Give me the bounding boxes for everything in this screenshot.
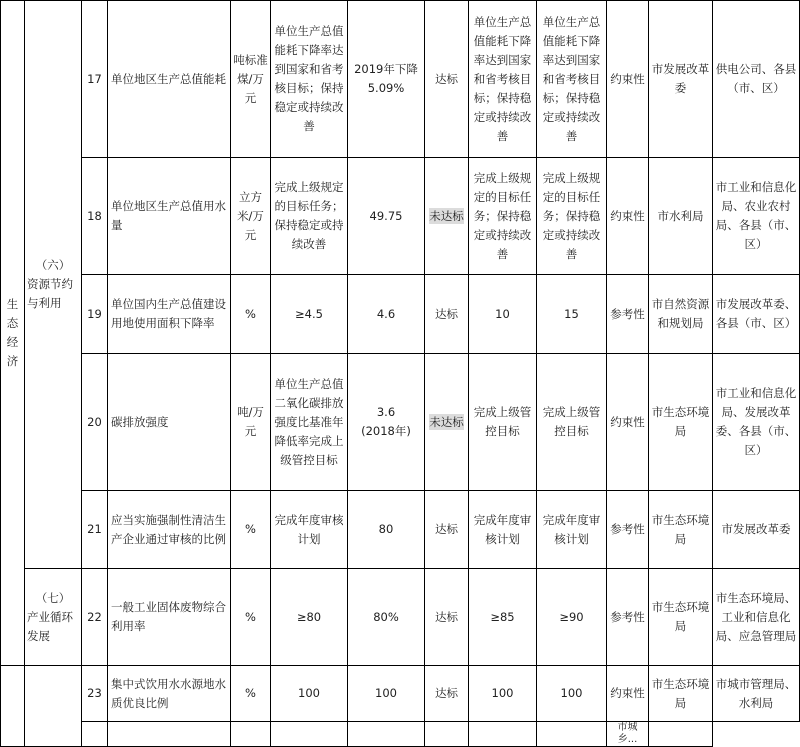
row-number: 19: [82, 275, 108, 354]
table-row-partial: [1, 722, 800, 747]
status-cell: [425, 666, 469, 722]
actual-value: 80%: [348, 569, 425, 666]
unit: 立方米/万元: [231, 158, 271, 275]
target-value: ≥4.5: [271, 275, 348, 354]
indicator-nature: 参考性: [607, 569, 649, 666]
indicator-name: 一般工业固体废物综合利用率: [108, 569, 231, 666]
row-number: 23: [82, 666, 108, 722]
year-target-1: 完成年度审核计划: [469, 491, 537, 569]
unit: 吨/万元: [231, 354, 271, 491]
actual-value: 100: [348, 666, 425, 722]
status-cell: [425, 354, 469, 491]
actual-value: [348, 354, 425, 491]
year-target-1: ≥85: [469, 569, 537, 666]
indicator-nature: 约束性: [607, 1, 649, 158]
empty-cell: [348, 722, 425, 747]
status-text: 达标: [435, 71, 458, 86]
target-value: 100: [271, 666, 348, 722]
target-value: 单位生产总值能耗下降率达到国家和省考核目标；保持稳定或持续改善: [271, 1, 348, 158]
year-target-2: 完成上级管控目标: [537, 354, 607, 491]
indicator-nature: 约束性: [607, 666, 649, 722]
year-target-2: 15: [537, 275, 607, 354]
table-row: [1, 354, 800, 491]
indicator-nature: 参考性: [607, 275, 649, 354]
category-name: 资源节约与利用: [27, 277, 73, 310]
unit: %: [231, 491, 271, 569]
table-row: [1, 275, 800, 354]
category-number: （六）: [35, 258, 71, 272]
lead-department: 市生态环境局: [649, 354, 713, 491]
category-name: 产业循环发展: [27, 609, 73, 643]
year-target-2: 100: [537, 666, 607, 722]
cooperating-departments: 市工业和信息化局、农业农村局、各县（市、区）: [713, 158, 800, 275]
empty-cell: [649, 722, 713, 747]
table-row: [1, 569, 800, 666]
empty-cell: [425, 722, 469, 747]
category-cell-next: [25, 666, 82, 747]
status-text: 达标: [435, 686, 458, 700]
indicator-nature: 约束性: [607, 354, 649, 491]
actual-value: 4.6: [348, 275, 425, 354]
actual-value-year: (2018年): [361, 424, 411, 438]
status-text: 达标: [435, 522, 458, 536]
target-value: 单位生产总值二氧化碳排放强度比基准年降低率完成上级管控目标: [271, 354, 348, 491]
indicator-nature: 约束性: [607, 158, 649, 275]
lead-department: 市生态环境局: [649, 569, 713, 666]
table-row: [1, 491, 800, 569]
actual-value: 80: [348, 491, 425, 569]
lead-fragment: 市城乡...: [617, 722, 638, 745]
lead-department: 市生态环境局: [649, 491, 713, 569]
year-target-1: 完成上级管控目标: [469, 354, 537, 491]
domain-cell: [1, 1, 25, 666]
lead-department-partial: [607, 722, 649, 747]
year-target-1: 100: [469, 666, 537, 722]
empty-cell: [271, 722, 348, 747]
lead-department: 市水利局: [649, 158, 713, 275]
unit: %: [231, 666, 271, 722]
indicator-name: 应当实施强制性清洁生产企业通过审核的比例: [108, 491, 231, 569]
table-row: [1, 158, 800, 275]
indicator-nature: 参考性: [607, 491, 649, 569]
row-number: 21: [82, 491, 108, 569]
status-cell: [425, 569, 469, 666]
year-target-2: 单位生产总值能耗下降率达到国家和省考核目标；保持稳定或持续改善: [537, 1, 607, 158]
status-text: 达标: [435, 306, 458, 321]
cooperating-departments: 市发展改革委: [713, 491, 800, 569]
indicator-name: 单位地区生产总值能耗: [108, 1, 231, 158]
empty-cell: [82, 722, 108, 747]
cooperating-departments: 市发展改革委、各县（市、区）: [713, 275, 800, 354]
status-cell: [425, 1, 469, 158]
year-target-1: 单位生产总值能耗下降率达到国家和省考核目标；保持稳定或持续改善: [469, 1, 537, 158]
year-target-1: 10: [469, 275, 537, 354]
lead-department: 市发展改革委: [649, 1, 713, 158]
empty-cell: [537, 722, 607, 747]
unit: 吨标准煤/万元: [231, 1, 271, 158]
cooperating-departments: 市生态环境局、工业和信息化局、应急管理局: [713, 569, 800, 666]
empty-cell: [231, 722, 271, 747]
cooperating-departments: 市工业和信息化局、发展改革委、各县（市、区）: [713, 354, 800, 491]
target-value: 完成上级规定的目标任务；保持稳定或持续改善: [271, 158, 348, 275]
status-text: 未达标: [429, 414, 464, 429]
indicator-name: 集中式饮用水水源地水质优良比例: [108, 666, 231, 722]
row-number: 18: [82, 158, 108, 275]
cooperating-departments: 供电公司、各县（市、区）: [713, 1, 800, 158]
cooperating-departments: 市城市管理局、水利局: [713, 666, 800, 722]
domain-cell-next: [1, 666, 25, 747]
actual-value-main: 3.6: [376, 405, 396, 419]
indicator-name: 单位地区生产总值用水量: [108, 158, 231, 275]
category-number: （七）: [35, 590, 71, 605]
row-number: 20: [82, 354, 108, 491]
status-text: 达标: [435, 609, 458, 624]
year-target-2: 完成上级规定的目标任务；保持稳定或持续改善: [537, 158, 607, 275]
unit: %: [231, 275, 271, 354]
category-six-cell: [25, 1, 82, 569]
empty-cell: [469, 722, 537, 747]
category-seven-cell: [25, 569, 82, 666]
lead-department: 市自然资源和规划局: [649, 275, 713, 354]
row-number: 22: [82, 569, 108, 666]
empty-cell: [108, 722, 231, 747]
status-cell: [425, 275, 469, 354]
actual-value: 49.75: [348, 158, 425, 275]
year-target-2: 完成年度审核计划: [537, 491, 607, 569]
lead-department: 市生态环境局: [649, 666, 713, 722]
status-cell: [425, 158, 469, 275]
row-number: 17: [82, 1, 108, 158]
indicator-name: 碳排放强度: [108, 354, 231, 491]
year-target-2: ≥90: [537, 569, 607, 666]
target-value: 完成年度审核计划: [271, 491, 348, 569]
indicator-name: 单位国内生产总值建设用地使用面积下降率: [108, 275, 231, 354]
status-text: 未达标: [429, 208, 464, 223]
domain-label: 生态经济: [6, 297, 19, 368]
table-row: [1, 666, 800, 722]
status-cell: [425, 491, 469, 569]
table-row: [1, 1, 800, 158]
unit: %: [231, 569, 271, 666]
target-value: ≥80: [271, 569, 348, 666]
year-target-1: 完成上级规定的目标任务；保持稳定或持续改善: [469, 158, 537, 275]
actual-value: 2019年下降5.09%: [348, 1, 425, 158]
